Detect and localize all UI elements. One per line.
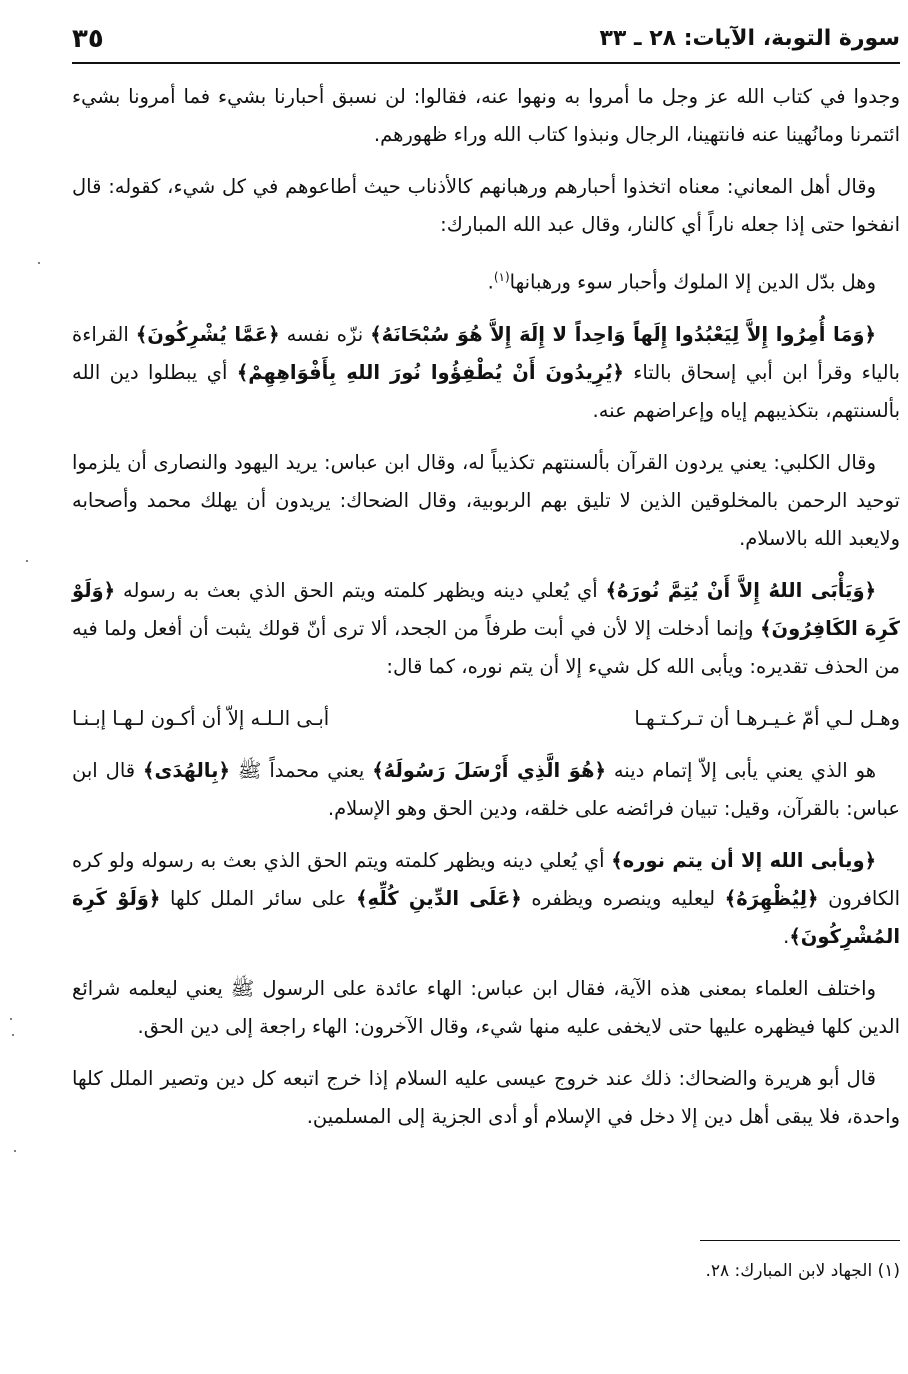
paragraph-text: قال ابن عباس: بالقرآن، وقيل: تبيان فرائضه على خلقه، ودين الحق وهو الإسلام. [72,758,900,820]
scan-speck [12,1034,14,1036]
paragraph-text: أي يبطلوا دين الله بألسنتهم، بتكذيبهم إياه وإعراضهم عنه. [72,360,900,422]
paragraph-text: نزّه نفسه [279,322,371,346]
running-header [72,22,900,64]
paragraph-text: وإنما أدخلت إلا لأن في أبت طرفاً من الجحد، ألا ترى أنّ قولك يثبت أن أفعل ولما فيه من الحذف تقديره: ويأبى الله كل شيء إلا أن يتم نوره، كما قال: [72,616,900,678]
scan-speck [14,1150,16,1152]
paragraph [72,78,900,154]
paragraph [72,842,900,956]
footnote-divider [700,1240,900,1241]
paragraph-text: القراءة بالياء وقرأ ابن أبي إسحاق بالتاء [72,322,900,384]
scan-speck [10,1018,12,1020]
scan-speck [38,262,40,264]
paragraph-text: وقال أهل المعاني: معناه اتخذوا أحبارهم ورهبانهم كالأذناب حيث أطاعوهم في كل شيء، كقوله: قال انفخوا حتى إذا جعله ناراً أي كالنار، وقال عبد الله المبارك: [72,175,900,236]
quran-quote: ﴿يُرِيدُونَ أَنْ يُطْفِؤُوا نُورَ اللهِ بِأَفْوَاهِهِمْ﴾ [236,360,624,384]
paragraph-text: وقال الكلبي: يعني يردون القرآن بألسنتهم تكذيباً له، وقال ابن عباس: يريد اليهود والنصارى أن يلزموا توحيد الرحمن بالمخلوقين الذين لا تليق بهم الربوبية، وقال الضحاك: يريدون أن يهلك محمد وأصحابه ولايعبد الله بالاسلام. [72,450,900,550]
poetry-verse [72,700,900,738]
paragraph-text: . [783,924,790,948]
quran-quote: ﴿لِيُظْهِرَهُ﴾ [724,886,819,910]
paragraph-text: قال أبو هريرة والضحاك: ذلك عند خروج عيسى عليه السلام إذا خرج اتبعه كل دين وتصير الملل كلها واحدة، فلا يبقى أهل دين إلا دخل في الإسلام أو أدى الجزية إلى المسلمين. [72,1066,900,1128]
paragraph-text: أي يُعلي دينه ويظهر كلمته ويتم الحق الذي بعث به رسوله [115,578,606,602]
quran-quote: ﴿وَيَأْبَى اللهُ إِلاَّ أَنْ يُتِمَّ نُورَهُ﴾ [605,578,877,602]
paragraph-text: واختلف العلماء بمعنى هذه الآية، فقال ابن عباس: الهاء عائدة على الرسول ﷺ يعني ليعلمه شرائع الدين كلها فيظهره عليها حتى لايخفى عليه منها شيء، وقال الآخرون: الهاء راجعة إلى دين الحق. [72,976,900,1038]
body-text [72,64,900,1136]
footnote-reference: (١) [493,270,510,284]
quran-quote: ﴿وَلَوْ كَرِهَ المُشْرِكُونَ﴾ [72,886,900,948]
quran-quote: ﴿هُوَ الَّذِي أَرْسَلَ رَسُولَهُ﴾ [372,758,606,782]
paragraph-text: أي يُعلي دينه ويظهر كلمته ويتم الحق الذي بعث به رسوله ولو كره الكافرون [72,848,900,910]
paragraph-text: وهل بدّل الدين إلا الملوك وأحبار سوء ورهبانها [509,270,876,294]
quran-quote: ﴿وَلَوْ كَرِهَ الكَافِرُونَ﴾ [72,578,900,640]
verse-first-hemistich: وهـل لـي أمّ غـيـرهـا أن تـركـتـهـا [634,706,900,730]
footnote-marker: (١) [877,1261,900,1281]
paragraph-text: على سائر الملل كلها [160,886,357,910]
scan-speck [26,560,28,562]
paragraph [72,752,900,828]
paragraph-text: هو الذي يعني يأبى إلاّ إتمام دينه [605,758,876,782]
paragraph-text: ليعليه وينصره ويظفره [521,886,725,910]
quran-quote: ﴿عَلَى الدِّينِ كُلِّهِ﴾ [356,886,522,910]
quran-quote: ﴿وَمَا أُمِرُوا إِلاَّ لِيَعْبُدُوا إِلَهاً وَاحِداً لا إِلَهَ إِلاَّ هُوَ سُبْحَانَهُ﴾ [370,322,876,346]
book-page [72,22,900,1352]
paragraph [72,316,900,430]
paragraph [72,444,900,558]
page-number: ٣٥ [72,24,104,54]
footnote [705,1258,900,1284]
paragraph-text: وجدوا في كتاب الله عز وجل ما أمروا به ونهوا عنه، فقالوا: لن نسبق أحبارنا بشيء فما أمرونا بشيء ائتمرنا ومانُهينا عنه فانتهينا، الرجال ونبذوا كتاب الله وراء ظهورهم. [72,85,900,146]
quran-quote: ﴿عَمَّا يُشْرِكُونَ﴾ [135,322,280,346]
paragraph-text: يعني محمداً ﷺ [229,758,373,782]
quran-quote: ﴿ويأبى الله إلا أن يتم نوره﴾ [611,848,876,872]
header-title: سورة التوبة، الآيات: ٢٨ ـ ٣٣ [599,26,900,51]
footnote-text: الجهاد لابن المبارك: ٢٨. [705,1261,873,1281]
paragraph-text: . [487,270,494,294]
paragraph [72,1060,900,1136]
paragraph [72,258,900,302]
verse-second-hemistich: أبـى الـلـه إلاّ أن أكـون لـهـا إبـنـا [72,706,330,730]
paragraph [72,970,900,1046]
paragraph [72,168,900,244]
quran-quote: ﴿بِالهُدَى﴾ [143,758,230,782]
paragraph [72,572,900,686]
